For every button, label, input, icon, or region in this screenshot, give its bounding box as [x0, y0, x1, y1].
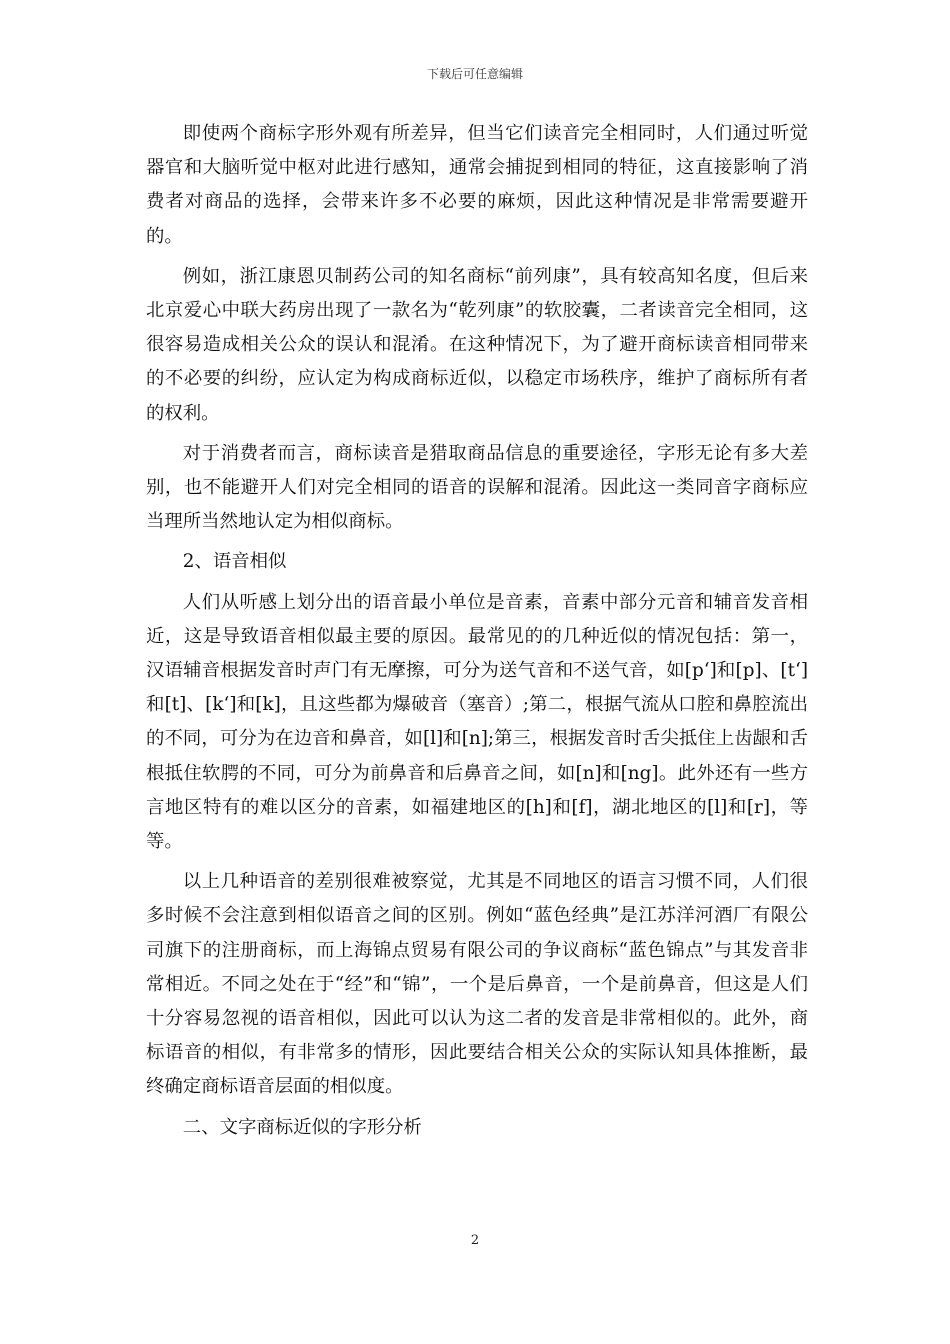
section-heading-glyph-analysis: 二、文字商标近似的字形分析: [182, 1116, 422, 1138]
paragraph-phoneme-analysis: 人们从听感上划分出的语音最小单位是音素，音素中部分元音和辅音发音相近，这是导致语音相似最主要的原因。最常见的的几种近似的情况包括：第一，汉语辅音根据发音时声门有无摩擦，可分为送气音和不送气音，如[p‘]和[p]、[t‘]和[t]、[k‘]和[k]，且这些都为爆破音（塞音）;第二，根据气流从口腔和鼻腔流出的不同，可分为在边音和鼻音，如[l]和[n];第三，根据发音时舌尖抵住上齿龈和舌根抵住软腭的不同，可分为前鼻音和后鼻音之间，如[n]和[ng]。此外还有一些方言地区特有的难以区分的音素，如福建地区的[h]和[f]，湖北地区的[l]和[r]，等等。: [146, 591, 808, 853]
section-heading-phonetic-similarity: 2、语音相似: [182, 551, 287, 573]
paragraph-example-qianliekang: 例如，浙江康恩贝制药公司的知名商标“前列康”，具有较高知名度，但后来北京爱心中联大药房出现了一款名为“乾列康”的软胶囊，二者读音完全相同，这很容易造成相关公众的误认和混淆。在这种情况下，为了避开商标读音相同带来的不必要的纠纷，应认定为构成商标近似，以稳定市场秩序，维护了商标所有者的权利。: [146, 265, 808, 424]
document-body: [146, 117, 808, 1151]
paragraph-identical-pronunciation: 即使两个商标字形外观有所差异，但当它们读音完全相同时，人们通过听觉器官和大脑听觉中枢对此进行感知，通常会捕捉到相同的特征，这直接影响了消费者对商品的选择，会带来许多不必要的麻烦，因此这种情况是非常需要避开的。: [146, 123, 808, 247]
paragraph-consumer-perspective: 对于消费者而言，商标读音是猎取商品信息的重要途径，字形无论有多大差别，也不能避开人们对完全相同的语音的误解和混淆。因此这一类同音字商标应当理所当然地认定为相似商标。: [146, 442, 808, 533]
page-number: 2: [470, 1233, 480, 1248]
paragraph-example-blue-classic: 以上几种语音的差别很难被察觉，尤其是不同地区的语言习惯不同，人们很多时候不会注意到相似语音之间的区别。例如“蓝色经典”是江苏洋河酒厂有限公司旗下的注册商标，而上海锦点贸易有限公司的争议商标“蓝色锦点”与其发音非常相近。不同之处在于“经”和“锦”，一个是后鼻音，一个是前鼻音，但这是人们十分容易忽视的语音相似，因此可以认为这二者的发音是非常相似的。此外，商标语音的相似，有非常多的情形，因此要结合相关公众的实际认知具体推断，最终确定商标语音层面的相似度。: [146, 871, 808, 1098]
page-header: 下载后可任意编辑: [426, 67, 523, 81]
